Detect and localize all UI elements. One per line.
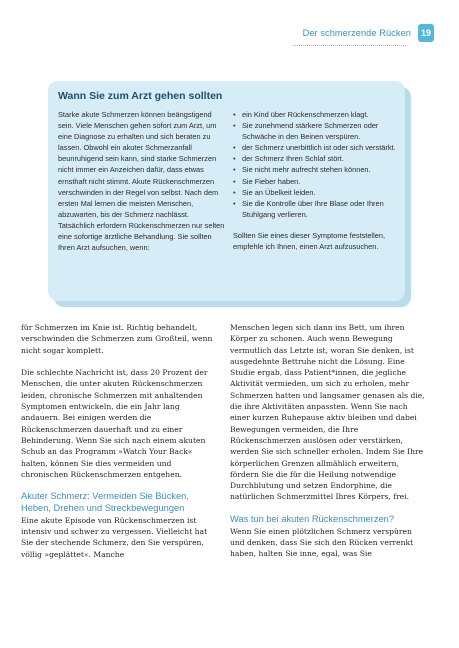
symptom-item: • ein Kind über Rückenschmerzen klagt.	[233, 109, 399, 120]
symptom-list	[233, 109, 399, 220]
info-box-left-column	[58, 109, 226, 253]
section-heading: Akuter Schmerz: Vermeiden Sie Bücken, Heben, Drehen und Streckbewegungen	[21, 491, 189, 514]
info-box-outro: Sollten Sie eines dieser Symptome feststellen, empfehle ich Ihnen, einen Arzt aufzusuchen.	[233, 230, 385, 252]
running-header-title: Der schmerzende Rücken	[302, 28, 411, 38]
body-right-column	[230, 322, 426, 571]
header-divider	[293, 45, 406, 46]
info-box-intro: Starke akute Schmerzen können beängstigend sein. Viele Menschen gehen sofort zum Arzt, um eine Diagnose zu erhalten und sich beraten zu lassen. Obwohl ein akuter Schmerzanfall beunruhigend sein kann, sind starke Schmerzen nicht immer ein Anzeichen dafür, dass etwas ernsthaft nicht stimmt. Akute Rückenschmerzen verschwinden in der Regel von selbst. Nach dem ersten Mal lernen die meisten Menschen, abzuwarten, bis der Schmerz nachlässt. Tatsächlich erfordern Rückenschmerzen nur selten eine sofortige ärztliche Behandlung. Sie sollten Ihren Arzt aufsuchen, wenn:	[58, 110, 225, 253]
symptom-item: • Sie die Kontrolle über Ihre Blase oder Ihren Stuhlgang verlieren.	[233, 198, 399, 220]
info-box-right-column	[233, 109, 399, 252]
body-left-column	[21, 322, 217, 571]
symptom-item: • Sie nicht mehr aufrecht stehen können.	[233, 164, 399, 175]
section-heading: Was tun bei akuten Rückenschmerzen?	[230, 514, 394, 525]
symptom-item: • Sie Fieber haben.	[233, 176, 399, 187]
symptom-item: • der Schmerz unerbittlich ist oder sich verstärkt.	[233, 142, 399, 153]
symptom-item: • der Schmerz Ihren Schlaf stört.	[233, 153, 399, 164]
symptom-item: • Sie zunehmend stärkere Schmerzen oder Schwäche in den Beinen verspüren.	[233, 120, 399, 142]
info-box-title: Wann Sie zum Arzt gehen sollten	[58, 90, 223, 102]
body-paragraph: Menschen legen sich dann ins Bett, um ihren Körper zu schonen. Auch wenn Bewegung vermutlich das Letzte ist, woran Sie denken, ist ausgedehnte Bettruhe nicht die Lösung. Eine Studie ergab, dass Patient*innen, die jegliche Aktivität vermieden, um sich zu erholen, mehr Schmerzen hatten und langsamer genasen als die, die ihre Aktivitäten anpassten. Wenn Sie nach einer kurzen Ruhepause aktiv bleiben und dabei Bewegungen vermeiden, die Ihre Rückenschmerzen auslösen oder verstärken, werden Sie sich schneller erholen. Indem Sie Ihre körperlichen Grenzen allmählich erweitern, fördern Sie die für die Heilung notwendige Durchblutung und setzen Endorphine, die natürlichen Schmerzmittel Ihres Körpers, frei.	[230, 323, 425, 502]
body-paragraph: für Schmerzen im Knie ist. Richtig behandelt, verschwinden die Schmerzen zum Großteil, wenn nicht sogar komplett.	[21, 323, 213, 355]
page-number-badge: 19	[418, 24, 434, 42]
symptom-item: • Sie an Übelkeit leiden.	[233, 187, 399, 198]
body-paragraph: Die schlechte Nachricht ist, dass 20 Prozent der Menschen, die unter akuten Rückenschmerzen leiden, chronische Schmerzen mit anhaltenden Symptomen entwickeln, die ein Jahr lang andauern. Bei einigen werden die Rückenschmerzen dauerhaft und zu einer Behinderung. Wenn Sie sich nach einem akuten Schub an das Programm »Watch Your Back« halten, können Sie dies vermeiden und chronischen Rückenschmerzen entgehen.	[21, 368, 208, 479]
info-box	[48, 81, 405, 301]
body-paragraph: Wenn Sie einen plötzlichen Schmerz verspüren und denken, dass Sie sich den Rücken verrenkt haben, halten Sie inne, egal, was Sie	[230, 526, 414, 559]
body-paragraph: Eine akute Episode von Rückenschmerzen ist intensiv und schwer zu vergessen. Vielleicht hat Sie der stechende Schmerz, den Sie verspüren, völlig »geplättet«. Manche	[21, 515, 208, 559]
